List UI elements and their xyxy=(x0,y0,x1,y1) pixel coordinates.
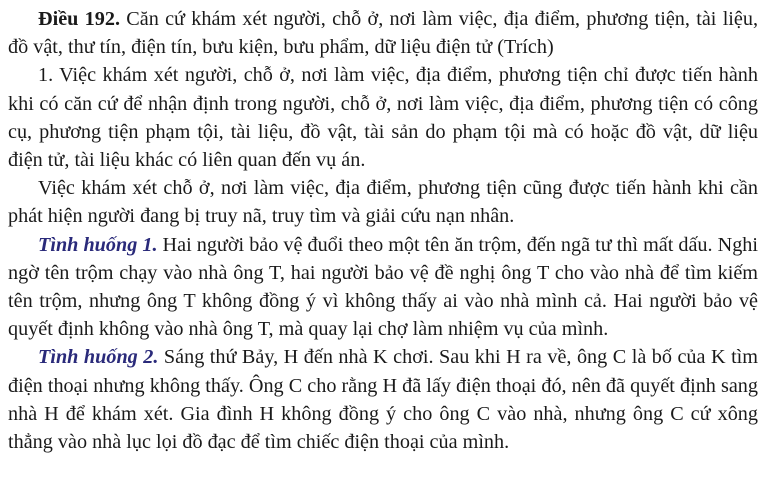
article-title: Căn cứ khám xét người, chỗ ở, nơi làm việc, địa điểm, phương tiện, tài liệu, đồ vật, thư tín, điện tín, bưu kiện, bưu phẩm, dữ liệu điện tử (Trích) xyxy=(8,8,759,59)
case-2-text: Sáng thứ Bảy, H đến nhà K chơi. Sau khi H ra về, ông C là bố của K tìm điện thoại nhưng không thấy. Ông C cho rằng H đã lấy điện thoại đó, nên đã quyết định sang nhà H để khám xét. Gia đình H không đồng ý cho ông C vào nhà, nhưng ông C cứ xông thẳng vào nhà lục lọi đồ đạc để tìm chiếc điện thoại của mình. xyxy=(8,346,758,454)
case-2-paragraph xyxy=(8,343,758,456)
article-label: Điều 192. xyxy=(38,8,120,30)
case-1-text: Hai người bảo vệ đuổi theo một tên ăn trộm, đến ngã tư thì mất dấu. Nghi ngờ tên trộm chạy vào nhà ông T, hai người bảo vệ đề nghị ông T cho vào nhà để tìm kiếm tên trộm, nhưng ông T không đồng ý vì không thấy ai vào nhà mình cả. Hai người bảo vệ quyết định không vào nhà ông T, mà quay lại chợ làm nhiệm vụ của mình. xyxy=(8,233,758,341)
paragraph-search-for-wanted: Việc khám xét chỗ ở, nơi làm việc, địa điểm, phương tiện cũng được tiến hành khi cần phát hiện người đang bị truy nã, truy tìm và giải cứu nạn nhân. xyxy=(8,177,758,228)
case-1-label: Tình huống 1. xyxy=(38,233,158,256)
case-1-paragraph xyxy=(8,231,758,344)
paragraph-clause-1: 1. Việc khám xét người, chỗ ở, nơi làm việc, địa điểm, phương tiện chỉ được tiến hành khi có căn cứ để nhận định trong người, chỗ ở, nơi làm việc, địa điểm, phương tiện có công cụ, phương tiện phạm tội, tài liệu, đồ vật, tài sản do phạm tội mà có hoặc đồ vật, dữ liệu điện tử, tài liệu khác có liên quan đến vụ án. xyxy=(8,64,758,172)
article-heading xyxy=(8,5,758,61)
case-2-label: Tình huống 2. xyxy=(38,346,159,369)
